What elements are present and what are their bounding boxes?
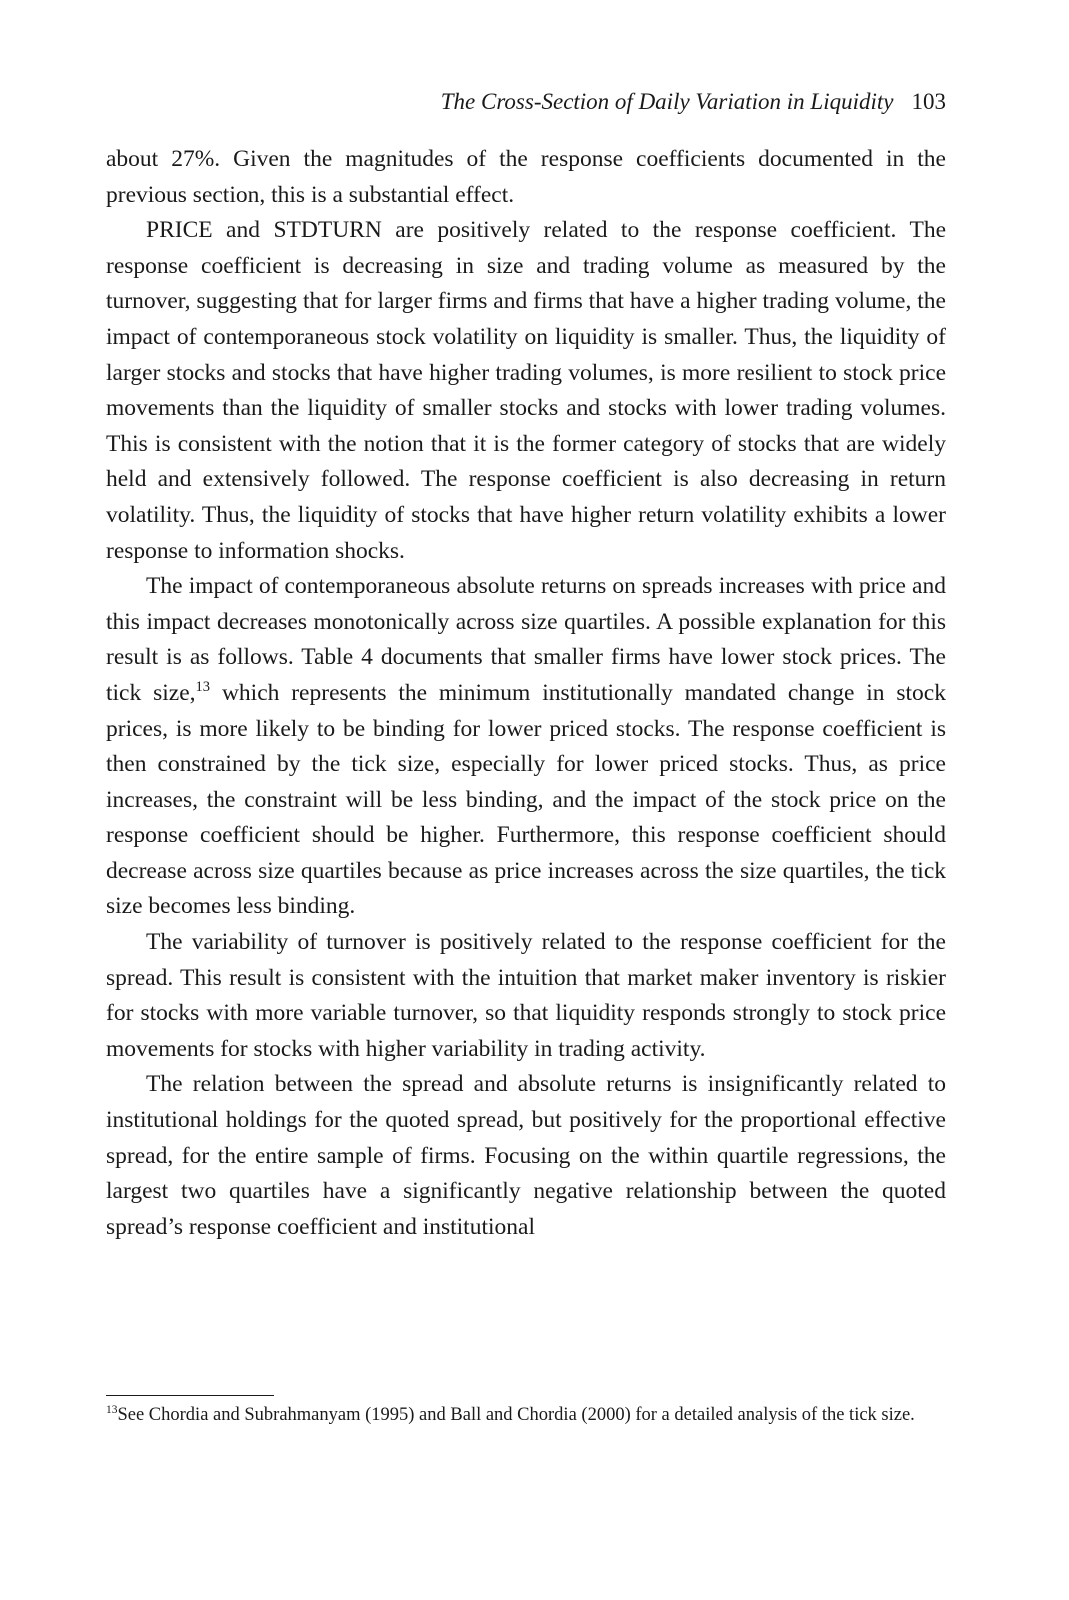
paragraph-2: PRICE and STDTURN are positively related to the response coefficient. The response coefficient is decreasing in size and trading volume as measured by the turnover, suggesting that for larger firms and firms that have a higher trading volume, the impact of contemporaneous stock volatility on liquidity is smaller. Thus, the liquidity of larger stocks and stocks that have higher trading volumes, is more resilient to stock price movements than the liquidity of smaller stocks and stocks with lower trading volumes. This is consistent with the notion that it is the former category of stocks that are widely held and extensively followed. The response coefficient is also decreasing in return volatility. Thus, the liquidity of stocks that have higher return volatility exhibits a lower response to information shocks. <box>106 217 946 564</box>
footnote-divider <box>106 1395 274 1396</box>
running-header <box>106 86 946 118</box>
footnote-number: 13 <box>106 1403 118 1416</box>
paragraph-5: The relation between the spread and absolute returns is insignificantly related to institutional holdings for the quoted spread, but positively for the proportional effective spread, for the entire sample of firms. Focusing on the within quartile regressions, the largest two quartiles have a significantly negative relationship between the quoted spread’s response coefficient and institutional <box>106 1071 946 1240</box>
paragraph-1: about 27%. Given the magnitudes of the response coefficients documented in the previous section, this is a substantial effect. <box>106 146 946 208</box>
footnote <box>106 1402 946 1429</box>
paragraph-3-text-after: which represents the minimum institutionally mandated change in stock prices, is more likely to be binding for lower priced stocks. The response coefficient is then constrained by the tick size, especially for lower priced stocks. Thus, as price increases, the constraint will be less binding, and the impact of the stock price on the response coefficient should be higher. Furthermore, this response coefficient should decrease across size quartiles because as price increases across the size quartiles, the tick size becomes less binding. <box>106 679 946 920</box>
body-text <box>106 142 946 1245</box>
paragraph-3 <box>106 569 946 925</box>
footnote-text: See Chordia and Subrahmanyam (1995) and Ball and Chordia (2000) for a detailed analysis of the tick size. <box>117 1405 915 1425</box>
footnote-reference[interactable]: 13 <box>195 678 211 695</box>
running-title: The Cross-Section of Daily Variation in Liquidity <box>440 89 894 114</box>
paragraph-3-text-before: The impact of contemporaneous absolute returns on spreads increases with price and this impact decreases monotonically across size quartiles. A possible explanation for this result is as follows. Table 4 documents that smaller firms have lower stock prices. The tick size, <box>106 573 946 706</box>
paragraph-4: The variability of turnover is positively related to the response coefficient for the spread. This result is consistent with the intuition that market maker inventory is riskier for stocks with more variable turnover, so that liquidity responds strongly to stock price movements for stocks with higher variability in trading activity. <box>106 929 946 1062</box>
page-number: 103 <box>911 89 946 114</box>
